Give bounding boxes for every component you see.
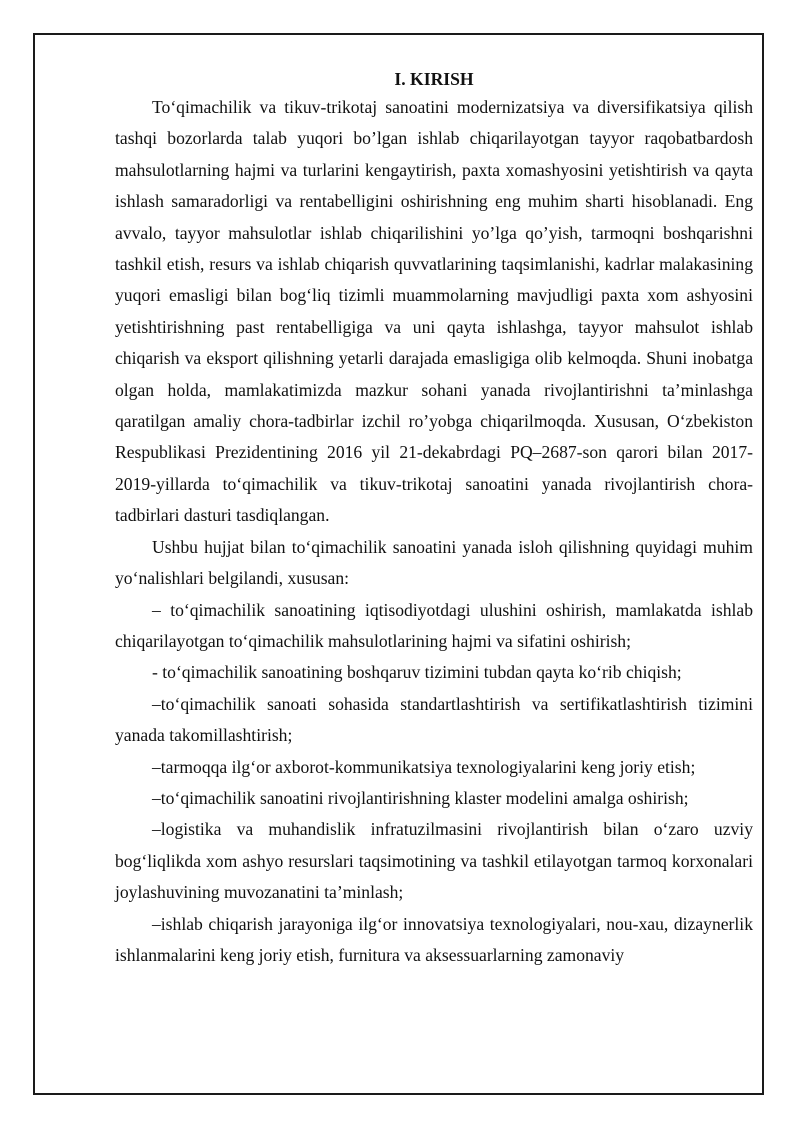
paragraph-intro: To‘qimachilik va tikuv-trikotaj sanoatini modernizatsiya va diversifikatsiya qilish tashqi bozorlarda talab yuqori bo’lgan ishlab chiqarilayotgan tayyor raqobatbardosh mahsulotlarning hajmi va turlarini kengaytirish, paxta xomashyosini yetishtirish va qayta ishlash samaradorligi va rentabelligini oshirishning eng muhim sharti hisoblanadi. Eng avvalo, tayyor mahsulotlar ishlab chiqarilishini yo’lga qo’yish, tarmoqni boshqarishni tashkil etish, resurs va ishlab chiqarish quvvatlarining taqsimlanishi, kadrlar malakasining yuqori emasligi bilan bog‘liq tizimli muammolarning mavjudligi paxta xom ashyosini yetishtirishning past rentabelligiga va uni qayta ishlashga, tayyor mahsulot ishlab chiqarish va eksport qilishning yetarli darajada emasligiga olib kelmoqda. Shuni inobatga olgan holda, mamlakatimizda mazkur sohani yanada rivojlantirishni ta’minlashga qaratilgan amaliy chora-tadbirlar izchil ro’yobga chiqarilmoqda. Xususan, O‘zbekiston Respublikasi Prezidentining 2016 yil 21-dekabrdagi PQ–2687-son qarori bilan 2017-2019-yillarda to‘qimachilik va tikuv-trikotaj sanoatini yanada rivojlantirish chora-tadbirlari dasturi tasdiqlangan.: [115, 97, 753, 526]
paragraph-directions: Ushbu hujjat bilan to‘qimachilik sanoatini yanada isloh qilishning quyidagi muhim yo‘nalishlari belgilandi, xususan:: [115, 536, 753, 589]
list-item-cluster: –to‘qimachilik sanoatini rivojlantirishning klaster modelini amalga oshirish;: [152, 787, 689, 808]
list-item-logistics: –logistika va muhandislik infratuzilmasini rivojlantirish bilan o‘zaro uzviy bog‘liqlikda xom ashyo resurslari taqsimotining va tashkil etilayotgan tarmoq korxonalari joylashuvining muvozanatini ta’minlash;: [115, 819, 753, 903]
section-heading: I. KIRISH: [394, 69, 474, 89]
list-item-standardization: –to‘qimachilik sanoati sohasida standartlashtirish va sertifikatlashtirish tizimini yanada takomillashtirish;: [115, 693, 753, 746]
document-body: [115, 66, 753, 971]
list-item-management: - to‘qimachilik sanoatining boshqaruv tizimini tubdan qayta ko‘rib chiqish;: [152, 662, 682, 683]
list-item-innovation: –ishlab chiqarish jarayoniga ilg‘or innovatsiya texnologiyalari, nou-xau, dizaynerlik ishlanmalarini keng joriy etish, furnitura va aksessuarlarning zamonaviy: [115, 913, 753, 965]
list-item-share: – to‘qimachilik sanoatining iqtisodiyotdagi ulushini oshirish, mamlakatda ishlab chiqarilayotgan to‘qimachilik mahsulotlarining hajmi va sifatini oshirish;: [115, 599, 753, 651]
list-item-ict: –tarmoqqa ilg‘or axborot-kommunikatsiya texnologiyalarini keng joriy etish;: [152, 756, 696, 777]
